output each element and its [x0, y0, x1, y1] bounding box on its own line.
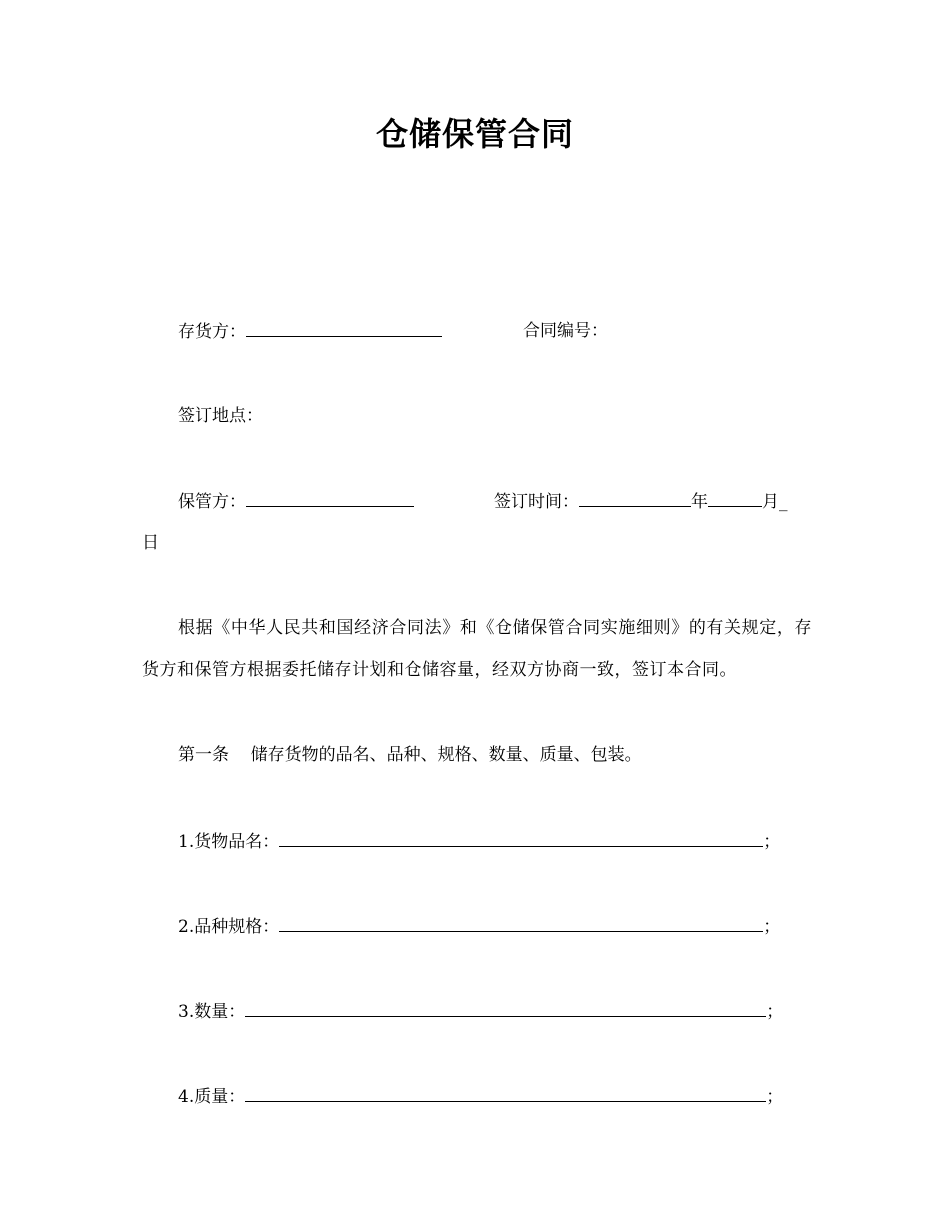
custodian-label: 保管方： [178, 492, 246, 512]
month-label: 月_ [762, 492, 788, 512]
item-label: 3.数量： [178, 1002, 246, 1022]
depositor-label: 存货方： [178, 322, 246, 342]
signing-place-field [178, 403, 263, 429]
day-field [142, 530, 159, 556]
variety-spec-blank[interactable] [279, 913, 763, 932]
signing-place-label: 签订地点： [178, 406, 263, 426]
item-variety-spec [178, 913, 780, 940]
day-label: 日 [142, 533, 159, 553]
item-label: 4.质量： [178, 1087, 246, 1107]
item-end: ； [763, 917, 781, 937]
item-end: ； [766, 1087, 784, 1107]
year-label: 年 [691, 492, 708, 512]
item-goods-name [178, 828, 780, 855]
custodian-blank[interactable] [246, 488, 414, 507]
item-quantity [178, 998, 783, 1025]
depositor-field [178, 318, 442, 345]
article-1-heading: 第一条 储存货物的品名、品种、规格、数量、质量、包装。 [178, 745, 642, 765]
custodian-field [178, 488, 414, 515]
item-label: 2.品种规格： [178, 917, 280, 937]
signing-time-field [494, 488, 788, 515]
quality-blank[interactable] [245, 1083, 766, 1102]
month-blank[interactable] [708, 488, 762, 507]
goods-name-blank[interactable] [279, 828, 763, 847]
quantity-blank[interactable] [245, 998, 766, 1017]
contract-number-field [523, 318, 608, 344]
item-end: ； [766, 1002, 784, 1022]
signing-time-label: 签订时间： [494, 492, 579, 512]
item-end: ； [763, 832, 781, 852]
contract-number-label: 合同编号： [523, 321, 608, 341]
depositor-blank[interactable] [246, 318, 442, 337]
document-title: 仓储保管合同 [375, 115, 574, 153]
item-quality [178, 1083, 783, 1110]
preamble-paragraph: 根据《中华人民共和国经济合同法》和《仓储保管合同实施细则》的有关规定，存货方和保管方根据委托储存计划和仓储容量，经双方协商一致，签订本合同。 [142, 618, 812, 680]
item-label: 1.货物品名： [178, 832, 280, 852]
year-blank[interactable] [579, 488, 691, 507]
